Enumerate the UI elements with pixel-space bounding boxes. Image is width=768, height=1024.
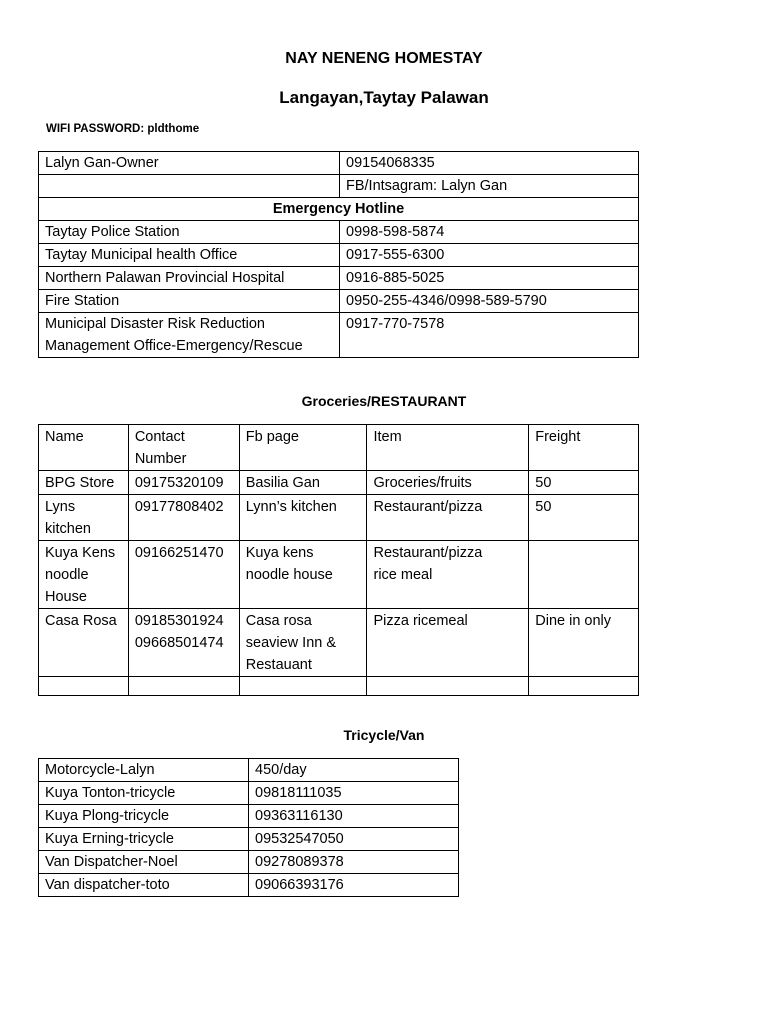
fb-page	[239, 609, 367, 677]
column-header	[128, 425, 239, 471]
transport-name: Kuya Tonton-tricycle	[39, 782, 249, 805]
hotline-name: Northern Palawan Provincial Hospital	[39, 267, 340, 290]
item-cell	[367, 495, 529, 541]
table-row	[39, 828, 459, 851]
empty-cell	[367, 677, 529, 696]
table-row	[39, 782, 459, 805]
item-cell-line: Restaurant/pizza	[373, 545, 483, 561]
contact-number	[128, 609, 239, 677]
table-row	[39, 244, 639, 267]
fb-page-line: noodle house	[245, 567, 333, 583]
table-row	[39, 541, 639, 609]
store-name	[39, 541, 129, 609]
column-header: Name	[39, 425, 129, 471]
transport-name: Kuya Erning-tricycle	[39, 828, 249, 851]
empty-cell	[39, 677, 129, 696]
transport-heading: Tricycle/Van	[343, 727, 425, 743]
freight-cell: 50	[529, 495, 639, 541]
store-name-line: kitchen	[45, 521, 91, 537]
table-row	[39, 851, 459, 874]
contact-number-line: 09166251470	[134, 545, 224, 561]
hotline-name: Fire Station	[39, 290, 340, 313]
table-row	[39, 805, 459, 828]
owner-social: FB/Intsagram: Lalyn Gan	[340, 175, 639, 198]
table-row	[39, 609, 639, 677]
store-name	[39, 495, 129, 541]
contact-number	[128, 541, 239, 609]
fb-page-line: Casa rosa	[245, 613, 312, 629]
freight-cell: Dine in only	[529, 609, 639, 677]
transport-value: 09532547050	[249, 828, 459, 851]
column-header: Item	[367, 425, 529, 471]
hotline-number: 0917-770-7578	[340, 313, 639, 358]
contact-number-line: 09185301924	[134, 613, 224, 629]
item-cell	[367, 609, 529, 677]
transport-value: 09363116130	[249, 805, 459, 828]
freight-cell	[529, 541, 639, 609]
store-name-line: House	[45, 589, 87, 605]
wifi-password: WIFI PASSWORD: pldthome	[46, 123, 200, 135]
transport-name: Van dispatcher-toto	[39, 874, 249, 897]
hotline-name	[39, 313, 340, 358]
table-row	[39, 198, 639, 221]
table-row	[39, 267, 639, 290]
table-row	[39, 290, 639, 313]
column-header: Freight	[529, 425, 639, 471]
table-row	[39, 471, 639, 495]
column-header-line: Contact	[134, 429, 185, 445]
transport-value: 09818111035	[249, 782, 459, 805]
contact-number	[128, 471, 239, 495]
hotline-number: 0998-598-5874	[340, 221, 639, 244]
groceries-table	[38, 424, 639, 696]
contacts-table	[38, 151, 639, 358]
location-subtitle: Langayan,Taytay Palawan	[279, 88, 489, 107]
hotline-name: Taytay Police Station	[39, 221, 340, 244]
item-cell-line: Pizza ricemeal	[373, 613, 468, 629]
empty-cell	[128, 677, 239, 696]
fb-page-line: Lynn’s kitchen	[245, 499, 337, 515]
transport-name: Motorcycle-Lalyn	[39, 759, 249, 782]
store-name-line: Casa Rosa	[45, 613, 117, 629]
hotline-number: 0917-555-6300	[340, 244, 639, 267]
store-name	[39, 609, 129, 677]
item-cell	[367, 471, 529, 495]
contact-number	[128, 495, 239, 541]
contact-number-line: 09668501474	[134, 635, 224, 651]
item-cell	[367, 541, 529, 609]
store-name-line: noodle	[45, 567, 89, 583]
hotline-number: 0950-255-4346/0998-589-5790	[340, 290, 639, 313]
table-row	[39, 495, 639, 541]
fb-page	[239, 541, 367, 609]
transport-value: 09278089378	[249, 851, 459, 874]
store-name-line: Lyns	[45, 499, 76, 515]
hotline-name-line: Management Office-Emergency/Rescue	[45, 338, 303, 354]
freight-cell: 50	[529, 471, 639, 495]
table-row	[39, 221, 639, 244]
store-name-line: BPG Store	[45, 475, 115, 491]
empty-cell	[39, 175, 340, 198]
homestay-title: NAY NENENG HOMESTAY	[285, 50, 483, 67]
fb-page-line: Kuya kens	[245, 545, 314, 561]
column-header: Fb page	[239, 425, 367, 471]
transport-table	[38, 758, 459, 897]
item-cell-line: rice meal	[373, 567, 433, 583]
transport-name: Van Dispatcher-Noel	[39, 851, 249, 874]
fb-page	[239, 471, 367, 495]
table-row	[39, 677, 639, 696]
fb-page-line: Basilia Gan	[245, 475, 320, 491]
table-row	[39, 152, 639, 175]
table-row	[39, 175, 639, 198]
store-name	[39, 471, 129, 495]
table-row	[39, 759, 459, 782]
item-cell-line: Restaurant/pizza	[373, 499, 483, 515]
transport-name: Kuya Plong-tricycle	[39, 805, 249, 828]
table-row	[39, 313, 639, 358]
contact-number-line: 09175320109	[134, 475, 224, 491]
groceries-heading: Groceries/RESTAURANT	[301, 393, 467, 409]
transport-value: 450/day	[249, 759, 459, 782]
transport-value: 09066393176	[249, 874, 459, 897]
owner-phone: 09154068335	[340, 152, 639, 175]
fb-page-line: seaview Inn &	[245, 635, 337, 651]
table-header-row	[39, 425, 639, 471]
table-row	[39, 874, 459, 897]
contact-number-line: 09177808402	[134, 499, 224, 515]
fb-page	[239, 495, 367, 541]
column-header-line: Number	[134, 451, 187, 467]
hotline-name-line: Municipal Disaster Risk Reduction	[45, 316, 265, 332]
empty-cell	[239, 677, 367, 696]
hotline-name: Taytay Municipal health Office	[39, 244, 340, 267]
owner-name: Lalyn Gan-Owner	[39, 152, 340, 175]
item-cell-line: Groceries/fruits	[373, 475, 472, 491]
emergency-heading: Emergency Hotline	[39, 198, 639, 221]
empty-cell	[529, 677, 639, 696]
hotline-number: 0916-885-5025	[340, 267, 639, 290]
fb-page-line: Restauant	[245, 657, 312, 673]
store-name-line: Kuya Kens	[45, 545, 116, 561]
